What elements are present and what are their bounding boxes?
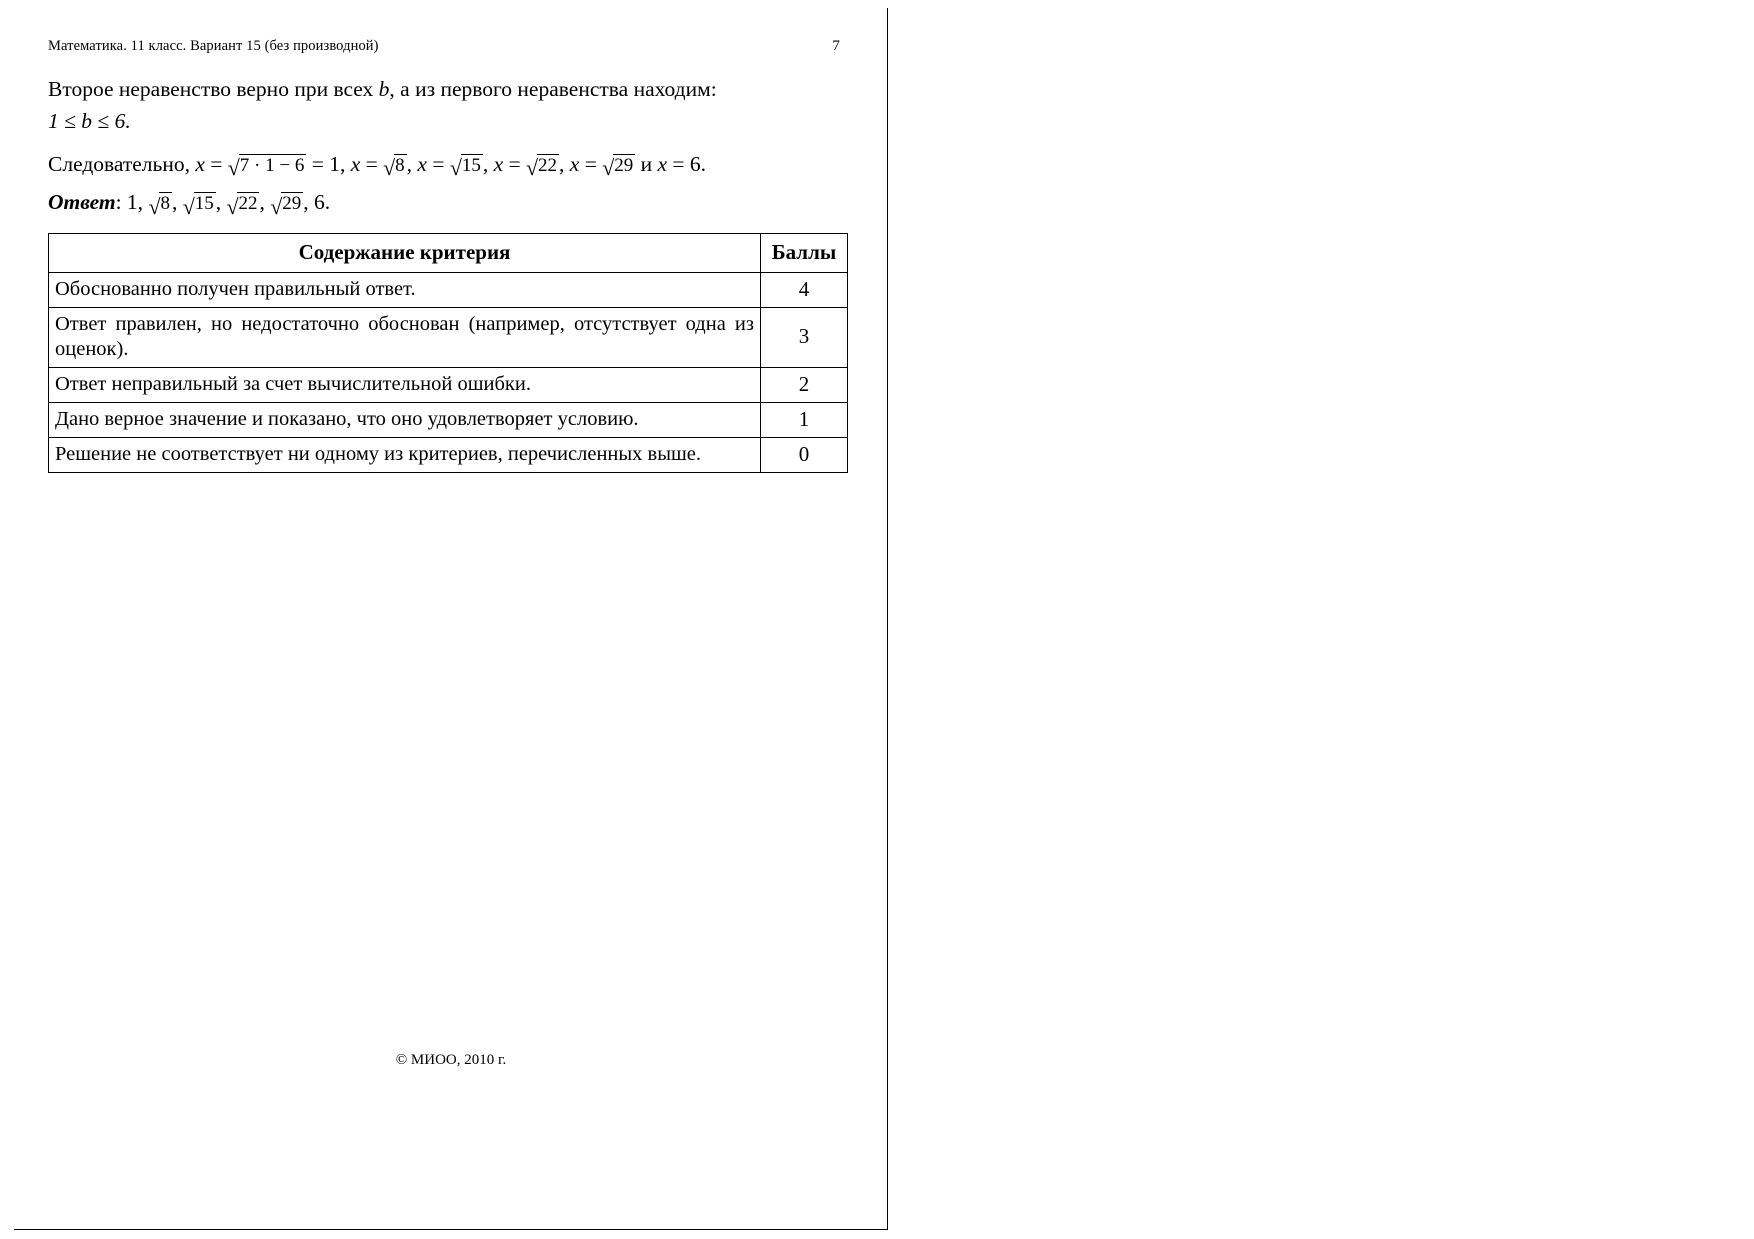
sqrt-expression-4 (526, 150, 559, 181)
page-content (48, 38, 848, 473)
para2-eq2: = (365, 151, 378, 176)
radical-sign-icon: √ (226, 193, 239, 219)
answer-radicand-4: 29 (282, 193, 302, 215)
table-row (49, 272, 848, 307)
criteria-table (48, 233, 848, 473)
criteria-description: Решение не соответствует ни одному из критериев, перечисленных выше. (49, 437, 761, 472)
answer-colon: : 1, (115, 190, 144, 215)
para1-variable: b (378, 77, 390, 101)
answer-sqrt-1 (148, 188, 172, 219)
criteria-score: 4 (761, 272, 848, 307)
para2-eq1: = (210, 151, 223, 176)
radical-sign-icon: √ (383, 155, 396, 181)
radical-sign-icon: √ (182, 193, 195, 219)
table-row (49, 307, 848, 367)
para1-text-a: Второе неравенство верно при всех (48, 77, 374, 101)
criteria-description: Ответ неправильный за счет вычислительной ошибки. (49, 367, 761, 402)
copyright-text: © МИОО, 2010 г. (395, 1052, 507, 1068)
answer-radicand-1: 8 (160, 193, 170, 215)
para1-range: 1 ≤ b ≤ 6. (48, 109, 131, 134)
sqrt-expression-1 (227, 150, 307, 181)
answer-sqrt-4 (270, 188, 303, 219)
criteria-score: 2 (761, 367, 848, 402)
para2-eq3: = (432, 151, 445, 176)
page-footer (14, 1052, 888, 1069)
table-row (49, 437, 848, 472)
column-header-score: Баллы (761, 233, 848, 272)
paragraph-inequality (48, 75, 848, 103)
table-header-row (49, 233, 848, 272)
radical-sign-icon: √ (526, 155, 539, 181)
answer-radicand-3: 22 (238, 193, 258, 215)
criteria-description: Обоснованно получен правильный ответ. (49, 272, 761, 307)
paragraph-roots: Следовательно, x = √ 7 · 1 − 6 = 1, x = √ 8, x = √ 15, x = √ 22, x = √ 29 и x = 6. (48, 151, 707, 181)
radicand-5: 29 (614, 154, 634, 176)
table-row (49, 402, 848, 437)
radicand-3: 15 (461, 154, 481, 176)
radicand-2: 8 (395, 154, 405, 176)
running-title: Математика. 11 класс. Вариант 15 (без производной) (48, 38, 379, 54)
criteria-description: Ответ правилен, но недостаточно обоснован (например, отсутствует одна из оценок). (49, 307, 761, 367)
answer-radicand-2: 15 (194, 193, 214, 215)
radical-sign-icon: √ (270, 193, 283, 219)
para2-x2: x (350, 151, 361, 176)
running-head (48, 38, 848, 57)
radicand-1: 7 · 1 − 6 (239, 154, 305, 176)
sqrt-expression-5 (602, 150, 635, 181)
criteria-score: 0 (761, 437, 848, 472)
radicand-4: 22 (538, 154, 558, 176)
para2-x6: x (657, 151, 668, 176)
page-sheet (14, 8, 888, 1230)
para1-text-b: , а из первого неравенства находим: (389, 77, 717, 101)
para2-x4: x (493, 151, 504, 176)
radical-sign-icon: √ (148, 193, 161, 219)
para2-x5: x (569, 151, 580, 176)
para2-eq4: = (508, 151, 521, 176)
para2-eq5: = (584, 151, 597, 176)
radical-sign-icon: √ (602, 155, 615, 181)
para2-val1: = 1, (311, 151, 346, 176)
sqrt-expression-2 (383, 150, 407, 181)
para2-x1: x (195, 151, 205, 176)
radical-sign-icon: √ (227, 155, 240, 181)
sqrt-expression-3 (449, 150, 483, 181)
paragraph-answer: Ответ: 1, √ 8, √ 15, √ 22, √ 29, 6. (48, 190, 331, 219)
column-header-criteria: Содержание критерия (49, 233, 761, 272)
para2-lead: Следовательно, (48, 151, 190, 176)
answer-sqrt-2 (182, 188, 216, 219)
answer-tail: , 6. (303, 190, 331, 215)
para2-x3: x (417, 151, 427, 176)
table-row (49, 367, 848, 402)
criteria-score: 3 (761, 307, 848, 367)
answer-sqrt-3 (226, 188, 259, 219)
answer-label: Ответ (48, 190, 116, 215)
para2-tail: = 6. (672, 151, 707, 176)
criteria-description: Дано верное значение и показано, что оно удовлетворяет условию. (49, 402, 761, 437)
page-number: 7 (832, 38, 840, 54)
radical-sign-icon: √ (449, 155, 462, 181)
paragraph-range (48, 107, 848, 135)
para2-and: и (640, 151, 653, 176)
criteria-score: 1 (761, 402, 848, 437)
